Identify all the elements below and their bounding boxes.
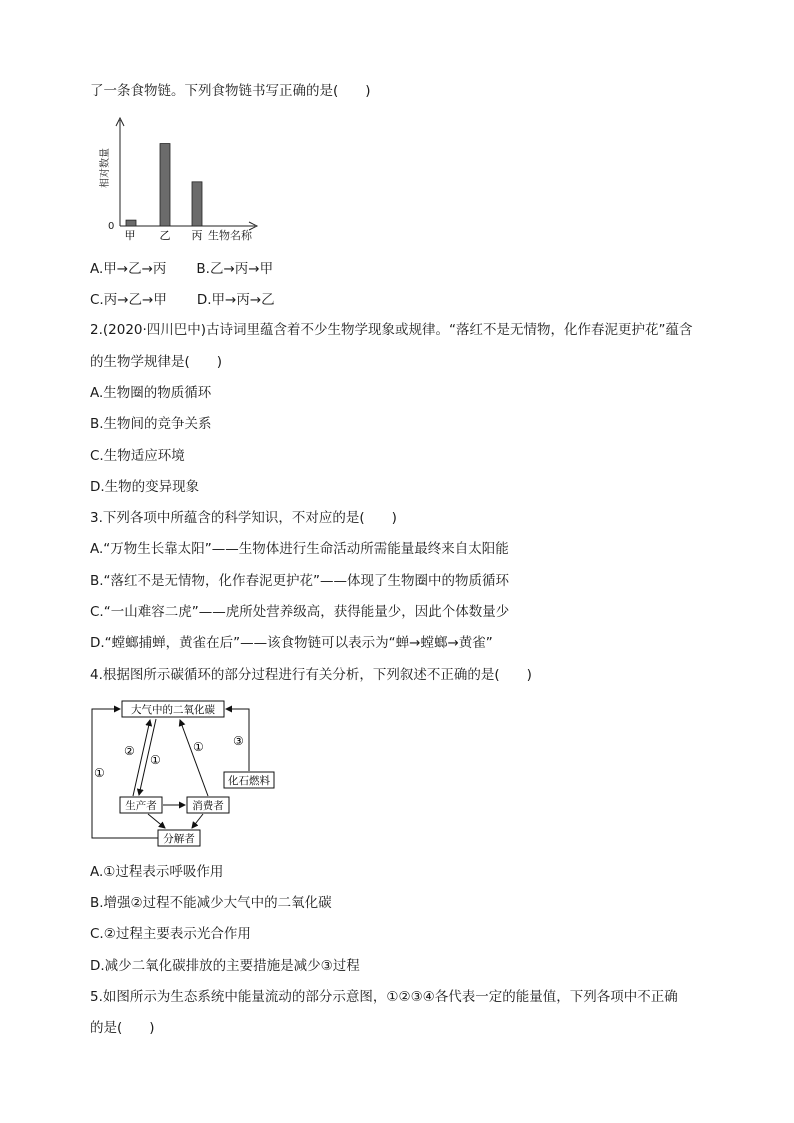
q1-options-row1 [90, 260, 273, 278]
x-tick-label-甲: 甲 [124, 229, 136, 242]
q4-stem: 4.根据图所示碳循环的部分过程进行有关分析，下列叙述不正确的是( ) [90, 667, 532, 683]
q3-option-d[interactable]: D.“螳螂捕蝉，黄雀在后”——该食物链可以表示为“蝉→螳螂→黄雀” [90, 635, 493, 651]
x-axis-label: 生物名称 [208, 229, 252, 242]
q2-stem-line2: 的生物学规律是( ) [90, 354, 223, 370]
q2-option-d[interactable]: D.生物的变异现象 [90, 479, 200, 495]
consumer-label: 消费者 [192, 800, 224, 812]
q2-option-a[interactable]: A.生物圈的物质循环 [90, 385, 212, 401]
q1-stem: 了一条食物链。下列食物链书写正确的是( ) [90, 83, 371, 99]
bar-甲 [126, 220, 136, 226]
label-2: ② [124, 744, 135, 758]
label-1-producer: ① [150, 753, 161, 767]
q1-bar-chart [95, 112, 275, 247]
q5-stem-line1: 5.如图所示为生态系统中能量流动的部分示意图，①②③④各代表一定的能量值，下列各项中不正确 [90, 989, 678, 1005]
q4-option-c[interactable]: C.②过程主要表示光合作用 [90, 926, 251, 942]
y-origin-label: 0 [108, 221, 115, 232]
q1-option-a[interactable]: A.甲→乙→丙 [90, 261, 167, 277]
label-1-consumer: ① [193, 740, 204, 754]
x-tick-label-乙: 乙 [159, 229, 171, 242]
q1-option-d[interactable]: D.甲→丙→乙 [196, 292, 275, 308]
q2-option-b[interactable]: B.生物间的竞争关系 [90, 416, 212, 432]
q1-options-row2 [90, 291, 275, 309]
label-3: ③ [233, 734, 244, 748]
bar-丙 [192, 182, 202, 226]
decomposer-label: 分解者 [163, 833, 195, 845]
q1-option-b[interactable]: B.乙→丙→甲 [196, 261, 274, 277]
q3-option-b[interactable]: B.“落红不是无情物，化作春泥更护花”——体现了生物圈中的物质循环 [90, 573, 510, 589]
q4-carbon-cycle-diagram [88, 697, 288, 857]
co2-label: 大气中的二氧化碳 [131, 704, 215, 716]
q4-option-a[interactable]: A.①过程表示呼吸作用 [90, 864, 224, 880]
q4-option-b[interactable]: B.增强②过程不能减少大气中的二氧化碳 [90, 895, 332, 911]
q3-option-a[interactable]: A.“万物生长靠太阳”——生物体进行生命活动所需能量最终来自太阳能 [90, 541, 509, 557]
label-1-decomposer: ① [94, 766, 105, 780]
q4-option-d[interactable]: D.减少二氧化碳排放的主要措施是减少③过程 [90, 958, 360, 974]
q3-option-c[interactable]: C.“一山难容二虎”——虎所处营养级高，获得能量少，因此个体数量少 [90, 604, 510, 620]
q5-stem-line2: 的是( ) [90, 1020, 155, 1036]
y-axis-label: 相对数量 [100, 148, 111, 188]
x-tick-label-丙: 丙 [191, 229, 203, 242]
bar-乙 [160, 144, 170, 226]
q3-stem: 3.下列各项中所蕴含的科学知识，不对应的是( ) [90, 510, 397, 526]
fossil-label: 化石燃料 [228, 775, 270, 787]
q2-option-c[interactable]: C.生物适应环境 [90, 448, 185, 464]
q1-option-c[interactable]: C.丙→乙→甲 [90, 292, 167, 308]
q2-stem-line1: 2.(2020·四川巴中)古诗词里蕴含着不少生物学现象或规律。“落红不是无情物，化作春泥更护花”蕴含 [90, 322, 693, 338]
producer-label: 生产者 [125, 800, 157, 812]
